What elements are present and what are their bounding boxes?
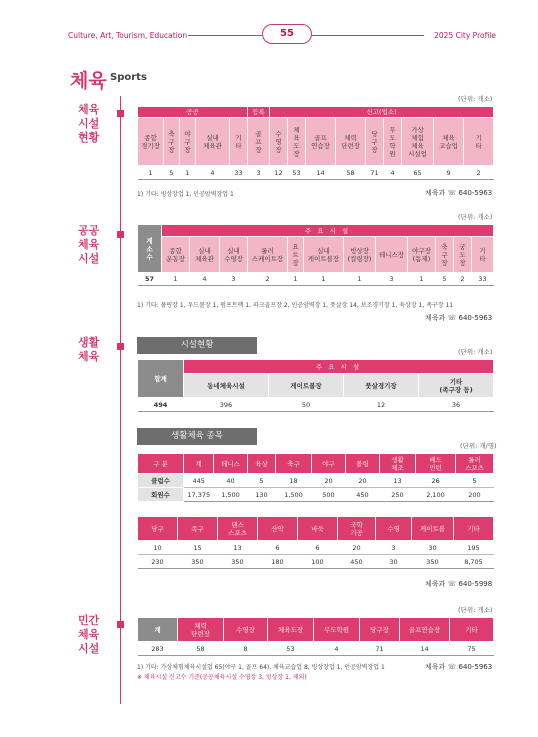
cell-total: 283 bbox=[138, 642, 178, 656]
cell: 350 bbox=[178, 555, 218, 569]
cell: 40 bbox=[214, 474, 248, 488]
t5-value-row bbox=[138, 642, 494, 656]
cell: 5 bbox=[164, 166, 180, 180]
group-main: 주 요 시 설 bbox=[184, 360, 494, 374]
subsection-life-sports-types: 생활체육 종목 bbox=[137, 428, 257, 445]
cell: 20 bbox=[338, 541, 376, 555]
cell: 230 bbox=[138, 555, 178, 569]
t4-header-row-1 bbox=[138, 454, 494, 474]
group-main: 주 요 시 설 bbox=[162, 225, 494, 237]
cell: 50 bbox=[269, 398, 344, 412]
cell: 396 bbox=[184, 398, 269, 412]
row-label: 회원수 bbox=[138, 488, 184, 502]
cell: 2,100 bbox=[416, 488, 456, 502]
t5-header-row bbox=[138, 618, 494, 642]
footnote: 1) 기타: 풀링장 1, 우드볼장 1, 펌프트랙 1, 파크골프장 2, 인공암벽장 1, 풋살장 14, 보조경기장 1, 육상장 1, 족구장 11 bbox=[137, 302, 454, 309]
cell: 5 bbox=[436, 273, 454, 286]
col-header: 야구장 (돔제) bbox=[408, 237, 436, 273]
unit-label: (단위: 개소) bbox=[458, 213, 493, 221]
cell: 53 bbox=[268, 642, 314, 656]
private-facility-table bbox=[137, 617, 494, 656]
cell: 3 bbox=[376, 273, 408, 286]
cell-total: 494 bbox=[138, 398, 184, 412]
cell: 75 bbox=[450, 642, 494, 656]
t1-value-row bbox=[138, 166, 494, 180]
t1-header-row bbox=[138, 118, 494, 166]
col-header: 야 구 장 bbox=[180, 118, 196, 166]
col-header: 기 타 bbox=[230, 118, 248, 166]
col-header: 테니스장 bbox=[376, 237, 408, 273]
col-header: 롤러 스케이트장 bbox=[248, 237, 288, 273]
section-label-facilities: 체육 시설 현황 bbox=[78, 103, 100, 144]
col-header: 골프연습장 bbox=[400, 618, 450, 642]
col-header: 육상 bbox=[248, 454, 276, 474]
cell: 30 bbox=[376, 555, 412, 569]
col-header: 무도학원 bbox=[314, 618, 360, 642]
col-header: 체력 단련장 bbox=[336, 118, 366, 166]
life-sports-types-table-1 bbox=[137, 453, 494, 502]
cell: 4 bbox=[384, 166, 402, 180]
section-vertical-line bbox=[120, 96, 121, 704]
footnote: 1) 기타: 가상체험체육시설업 65(야구 1, 골프 64), 체육교습업 8, 빙상장업 1, 인공암벽장업 1 bbox=[137, 664, 385, 671]
cell: 12 bbox=[270, 166, 288, 180]
col-header: 축 구 장 bbox=[164, 118, 180, 166]
cell: 4 bbox=[196, 166, 230, 180]
department-contact: 체육과 ☏ 640-5998 bbox=[425, 580, 493, 588]
col-header: 배드 민턴 bbox=[416, 454, 456, 474]
cell: 2 bbox=[464, 166, 494, 180]
t2-header-row bbox=[138, 237, 494, 273]
col-header: 기타 bbox=[454, 517, 494, 541]
col-header: 실내 체육관 bbox=[196, 118, 230, 166]
col-header: 풋살경기장 bbox=[344, 374, 419, 398]
col-header: 빙상장 (컬링장) bbox=[344, 237, 376, 273]
cell: 130 bbox=[248, 488, 276, 502]
col-header: 당 구 장 bbox=[366, 118, 384, 166]
cell: 3 bbox=[248, 166, 270, 180]
cell: 1 bbox=[408, 273, 436, 286]
cell: 4 bbox=[190, 273, 220, 286]
col-header: 산악 bbox=[258, 517, 298, 541]
cell: 450 bbox=[338, 555, 376, 569]
cell: 15 bbox=[178, 541, 218, 555]
col-header: 족구 bbox=[178, 517, 218, 541]
table-row bbox=[138, 474, 494, 488]
col-header: 생활 체조 bbox=[380, 454, 416, 474]
col-header: 체력 단련장 bbox=[178, 618, 224, 642]
life-sports-types-table-2 bbox=[137, 516, 494, 569]
col-header: 볼링 bbox=[346, 454, 380, 474]
cell: 4 bbox=[314, 642, 360, 656]
col-header: 수영 bbox=[376, 517, 412, 541]
cell: 3 bbox=[376, 541, 412, 555]
col-header: 국학 기공 bbox=[338, 517, 376, 541]
col-header: 축 구 장 bbox=[436, 237, 454, 273]
cell: 65 bbox=[402, 166, 434, 180]
cell: 6 bbox=[258, 541, 298, 555]
page-title: 체육 bbox=[70, 70, 107, 92]
page-title-en: Sports bbox=[110, 72, 147, 83]
col-header: 무 도 학 원 bbox=[384, 118, 402, 166]
col-header: 수영장 bbox=[224, 618, 268, 642]
row-label: 클럽수 bbox=[138, 474, 184, 488]
table-row bbox=[138, 541, 494, 555]
col-header: 체육도장 bbox=[268, 618, 314, 642]
col-header: 체 육 도 장 bbox=[288, 118, 306, 166]
footnote-remark: ※ 체육시설 신고수 기준(공공체육시설 수영장 3, 빙상장 1, 제외) bbox=[137, 674, 307, 681]
section-label-public: 공공 체육 시설 bbox=[78, 224, 100, 265]
cell: 18 bbox=[276, 474, 312, 488]
page-number: 55 bbox=[262, 24, 312, 44]
cell: 33 bbox=[230, 166, 248, 180]
total-header: 합계 bbox=[138, 360, 184, 398]
col-header: 골 프 장 bbox=[248, 118, 270, 166]
col-header: 기 타 bbox=[464, 118, 494, 166]
cell: 1 bbox=[344, 273, 376, 286]
total-header: 계 소 수 bbox=[138, 225, 162, 273]
department-contact: 체육과 ☏ 640-5963 bbox=[425, 663, 493, 671]
cell: 1 bbox=[180, 166, 196, 180]
group-reported: 신고(업소) bbox=[270, 107, 494, 118]
cell: 8 bbox=[224, 642, 268, 656]
cell: 1,500 bbox=[276, 488, 312, 502]
cell: 1 bbox=[162, 273, 190, 286]
cell: 12 bbox=[344, 398, 419, 412]
footnote: 1) 기타: 빙상장업 1, 인공암벽장업 1 bbox=[137, 191, 234, 198]
t3-value-row bbox=[138, 398, 494, 412]
col-header: 수 영 장 bbox=[270, 118, 288, 166]
department-contact: 체육과 ☏ 640-5963 bbox=[425, 189, 493, 197]
col-header: 댄스 스포츠 bbox=[218, 517, 258, 541]
total-header: 계 bbox=[138, 618, 178, 642]
cell: 450 bbox=[346, 488, 380, 502]
cell: 100 bbox=[298, 555, 338, 569]
t3-header-row bbox=[138, 374, 494, 398]
cell: 71 bbox=[366, 166, 384, 180]
cell: 6 bbox=[298, 541, 338, 555]
cell: 71 bbox=[360, 642, 400, 656]
col-header: 실내 게이트볼장 bbox=[304, 237, 344, 273]
cell: 30 bbox=[412, 541, 454, 555]
col-header: 야구 bbox=[312, 454, 346, 474]
cell: 195 bbox=[454, 541, 494, 555]
col-header: 당구장 bbox=[360, 618, 400, 642]
col-header: 게이트볼장 bbox=[269, 374, 344, 398]
cell: 2 bbox=[248, 273, 288, 286]
table-row bbox=[138, 488, 494, 502]
col-header: 체육 교습업 bbox=[434, 118, 464, 166]
col-header: 바둑 bbox=[298, 517, 338, 541]
unit-label: (단위: 개소) bbox=[458, 606, 493, 614]
col-header: 종합 운동장 bbox=[162, 237, 190, 273]
cell: 17,375 bbox=[184, 488, 214, 502]
col-header: 가상 체험 체육 시설업 bbox=[402, 118, 434, 166]
cell: 58 bbox=[336, 166, 366, 180]
department-contact: 체육과 ☏ 640-5963 bbox=[425, 314, 493, 322]
cell: 350 bbox=[412, 555, 454, 569]
cell: 13 bbox=[218, 541, 258, 555]
cell: 14 bbox=[306, 166, 336, 180]
cell: 180 bbox=[258, 555, 298, 569]
cell: 3 bbox=[220, 273, 248, 286]
cell: 445 bbox=[184, 474, 214, 488]
cell: 10 bbox=[138, 541, 178, 555]
cell: 200 bbox=[456, 488, 494, 502]
col-header: 종합 경기장 bbox=[138, 118, 164, 166]
header-left: Culture, Art, Tourism, Education bbox=[68, 31, 188, 40]
col-header: 궁 도 장 bbox=[454, 237, 472, 273]
col-header: 동네체육시설 bbox=[184, 374, 269, 398]
col-header: 축구 bbox=[276, 454, 312, 474]
col-header: 요 트 장 bbox=[288, 237, 304, 273]
subsection-facility-status: 시설현황 bbox=[137, 337, 257, 354]
section-marker bbox=[117, 110, 124, 117]
public-facility-table bbox=[137, 224, 494, 286]
col-header: 기 타 bbox=[472, 237, 494, 273]
cell: 13 bbox=[380, 474, 416, 488]
cell: 8,705 bbox=[454, 555, 494, 569]
cell-total: 57 bbox=[138, 273, 162, 286]
section-marker bbox=[117, 343, 124, 350]
unit-label: (단위: 개소) bbox=[458, 95, 493, 103]
cell: 20 bbox=[346, 474, 380, 488]
section-marker bbox=[117, 621, 124, 628]
facility-status-table bbox=[137, 106, 494, 180]
col-header: 계 bbox=[184, 454, 214, 474]
cell: 1 bbox=[304, 273, 344, 286]
cell: 1 bbox=[138, 166, 164, 180]
col-header: 기타 (족구장 등) bbox=[419, 374, 494, 398]
group-registered: 등록 bbox=[248, 107, 270, 118]
cell: 350 bbox=[218, 555, 258, 569]
cell: 1,500 bbox=[214, 488, 248, 502]
header-rule-left bbox=[188, 35, 262, 36]
table-row bbox=[138, 555, 494, 569]
group-public: 공공 bbox=[138, 107, 248, 118]
col-header: 당구 bbox=[138, 517, 178, 541]
header-right: 2025 City Profile bbox=[434, 31, 496, 40]
cell: 250 bbox=[380, 488, 416, 502]
col-header: 롤러 스포츠 bbox=[456, 454, 494, 474]
section-marker bbox=[117, 231, 124, 238]
unit-label: (단위: 개소) bbox=[458, 348, 493, 356]
cell: 1 bbox=[288, 273, 304, 286]
header-rule-right bbox=[312, 35, 424, 36]
cell: 5 bbox=[456, 474, 494, 488]
cell: 36 bbox=[419, 398, 494, 412]
col-header: 실내 체육관 bbox=[190, 237, 220, 273]
cell: 5 bbox=[248, 474, 276, 488]
cell: 500 bbox=[312, 488, 346, 502]
col-header: 구 분 bbox=[138, 454, 184, 474]
cell: 26 bbox=[416, 474, 456, 488]
cell: 14 bbox=[400, 642, 450, 656]
col-header: 실내 수영장 bbox=[220, 237, 248, 273]
cell: 20 bbox=[312, 474, 346, 488]
t4-header-row-2 bbox=[138, 517, 494, 541]
cell: 33 bbox=[472, 273, 494, 286]
cell: 58 bbox=[178, 642, 224, 656]
cell: 53 bbox=[288, 166, 306, 180]
col-header: 게이트볼 bbox=[412, 517, 454, 541]
life-sports-facility-table bbox=[137, 359, 494, 412]
col-header: 기타 bbox=[450, 618, 494, 642]
section-label-private: 민간 체육 시설 bbox=[78, 614, 100, 655]
section-label-life: 생활 체육 bbox=[78, 336, 100, 363]
cell: 2 bbox=[454, 273, 472, 286]
cell: 9 bbox=[434, 166, 464, 180]
t2-value-row bbox=[138, 273, 494, 286]
unit-label: (단위: 개/명) bbox=[460, 442, 497, 450]
col-header: 테니스 bbox=[214, 454, 248, 474]
col-header: 골프 연습장 bbox=[306, 118, 336, 166]
